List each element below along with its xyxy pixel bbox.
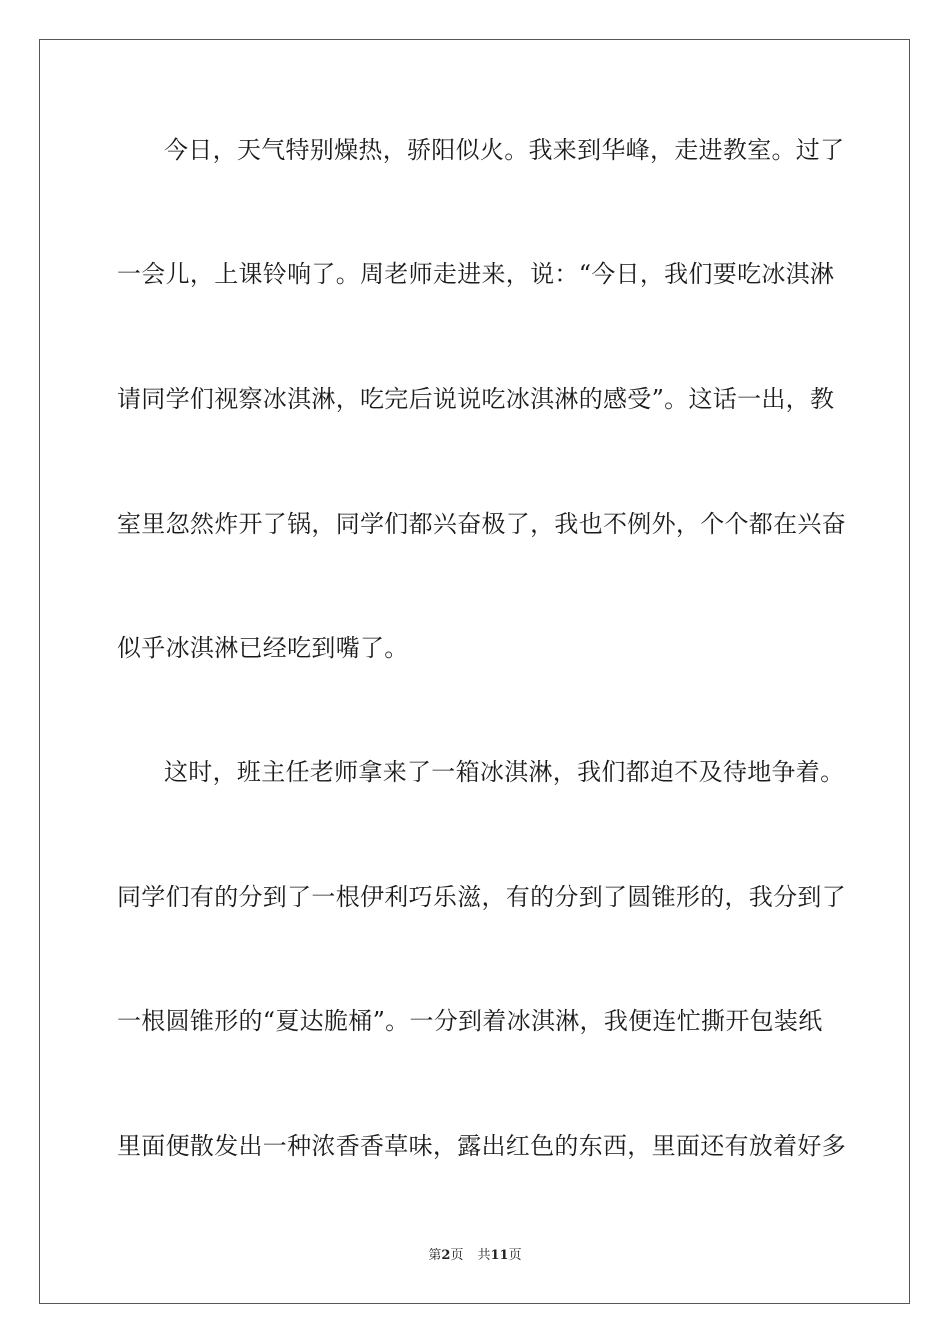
paragraph-1-line-4: 室里忽然炸开了锅，同学们都兴奋极了，我也不例外，个个都在兴奋: [117, 510, 846, 538]
page-number: 2: [441, 1248, 451, 1263]
paragraph-1-line-1: 今日，天气特别燥热，骄阳似火。我来到华峰，走进教室。过了: [164, 136, 845, 164]
paragraph-2-line-4: 里面便散发出一种浓香香草味，露出红色的东西，里面还有放着好多: [117, 1132, 846, 1160]
page-footer: [0, 1247, 950, 1265]
paragraph-2-line-2: 同学们有的分到了一根伊利巧乐滋，有的分到了圆锥形的，我分到了: [117, 883, 846, 911]
total-pages: 11: [490, 1248, 509, 1263]
paragraph-2-line-3: 一根圆锥形的“夏达脆桶”。一分到着冰淇淋，我便连忙撕开包装纸: [117, 1007, 823, 1035]
paragraph-2-line-1: 这时，班主任老师拿来了一箱冰淇淋，我们都迫不及待地争着。: [164, 758, 845, 786]
page-prefix: 第: [428, 1248, 442, 1263]
page-border: [39, 39, 910, 1304]
total-suffix: 页: [508, 1248, 522, 1263]
paragraph-1-line-5: 似乎冰淇淋已经吃到嘴了。: [117, 634, 409, 662]
total-prefix: 共: [477, 1248, 491, 1263]
paragraph-1-line-3: 请同学们视察冰淇淋，吃完后说说吃冰淇淋的感受”。这话一出，教: [117, 385, 835, 413]
page-suffix: 页: [450, 1248, 464, 1263]
paragraph-1-line-2: 一会儿，上课铃响了。周老师走进来，说：“今日，我们要吃冰淇淋: [117, 260, 835, 288]
